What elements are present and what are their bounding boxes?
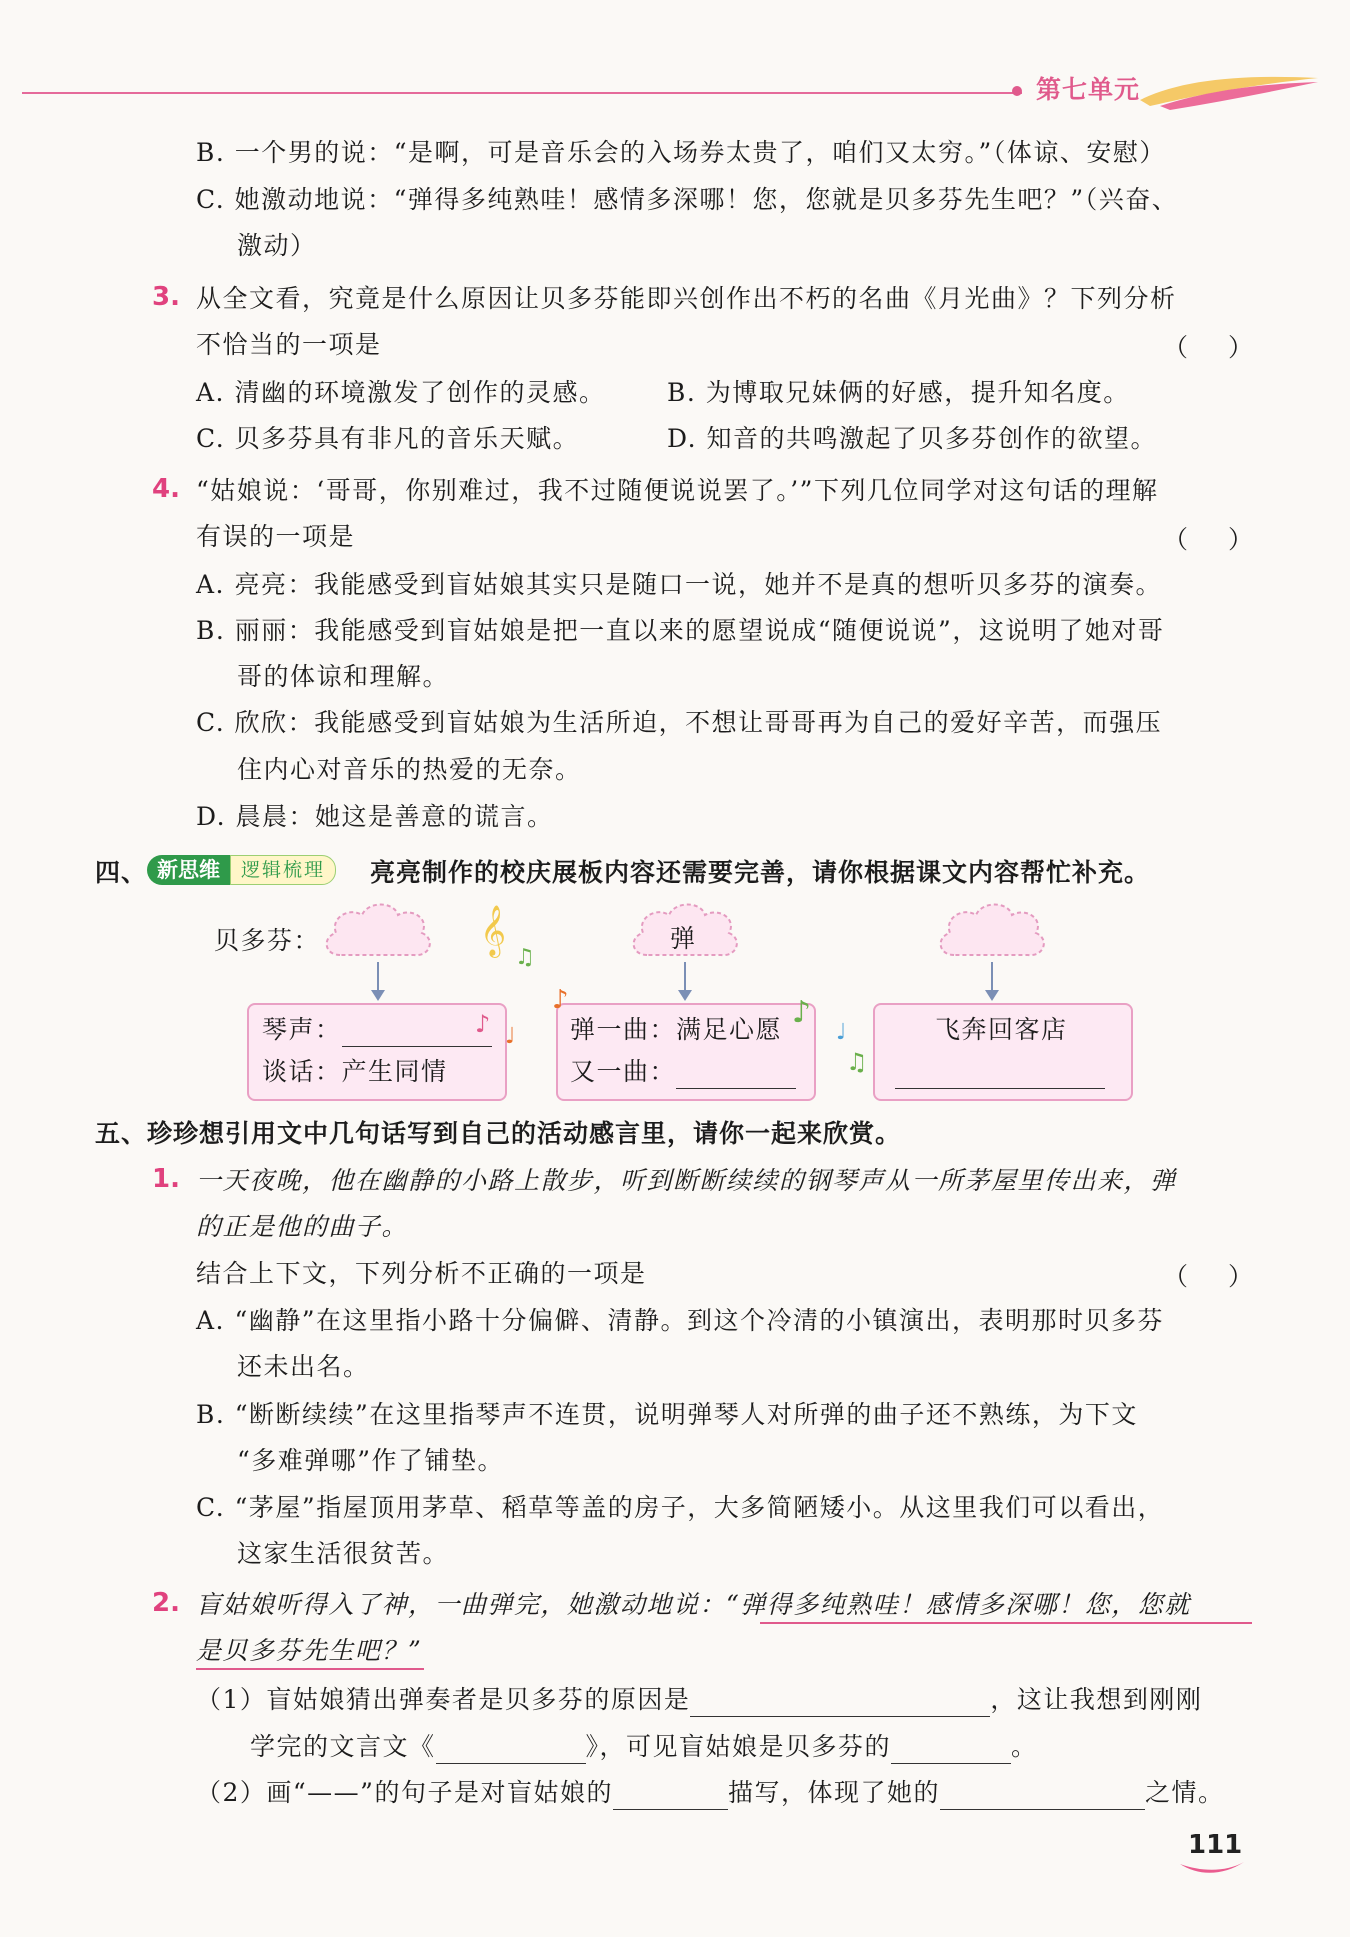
reason-blank[interactable] (690, 1716, 990, 1717)
s5-q1-answer-paren[interactable]: （） (1163, 1262, 1294, 1291)
box-1-line2: 谈话：产生同情 (262, 1057, 448, 1086)
box-2-line1: 弹一曲：满足心愿 (570, 1015, 783, 1044)
section4-tag (147, 854, 336, 886)
q4-option-b: B. 丽丽：我能感受到盲姑娘是把一直以来的愿望说成“随便说说”，这说明了她对哥 (196, 616, 1165, 645)
tag-new-thinking: 新思维 (147, 855, 230, 885)
emotion-blank[interactable] (940, 1809, 1145, 1810)
arrow-3-head (985, 990, 999, 1001)
cloud-1[interactable] (318, 895, 438, 967)
unit-title: 第七单元 (1036, 75, 1141, 104)
s5-q2-part2: （2）画“——”的句子是对盲姑娘的 描写，体现了她的 之情。 (196, 1776, 1225, 1810)
arrow-2-head (678, 990, 692, 1001)
arrow-1 (377, 962, 379, 992)
arrow-3 (991, 962, 993, 992)
q3-option-b: B. 为博取兄妹俩的好感，提升知名度。 (667, 378, 1130, 407)
s5-q1-option-a: A. “幽静”在这里指小路十分偏僻、清静。到这个冷清的小镇演出，表明那时贝多芬 (196, 1306, 1165, 1335)
cloud-3[interactable] (932, 895, 1052, 967)
description-type-blank[interactable] (613, 1809, 728, 1810)
section4-instruction: 亮亮制作的校庆展板内容还需要完善，请你根据课文内容帮忙补充。 (370, 858, 1151, 887)
quote-underline (196, 1668, 424, 1670)
q3-stem: 从全文看，究竟是什么原因让贝多芬能即兴创作出不朽的名曲《月光曲》？下列分析 (196, 284, 1177, 313)
q4-option-c: C. 欣欣：我能感受到盲姑娘为生活所迫，不想让哥哥再为自己的爱好辛苦，而强压 (196, 708, 1163, 737)
diagram-subject: 贝多芬： (214, 926, 321, 955)
s5-q1-option-b: B. “断断续续”在这里指琴声不连贯，说明弹琴人对所弹的曲子还不熟练，为下文 (196, 1400, 1138, 1429)
music-note-icon: ♫ (846, 1048, 868, 1076)
music-note-icon: ♪ (475, 1010, 491, 1038)
arrow-1-head (371, 990, 385, 1001)
q4-option-d: D. 晨晨：她这是善意的谎言。 (196, 802, 554, 831)
music-note-icon: ♩ (836, 1020, 847, 1045)
s5-q2-quote-cont: 是贝多芬先生吧？” (196, 1636, 423, 1665)
s5-q2-part1-cont: 学完的文言文《 》，可见盲姑娘是贝多芬的 。 (250, 1730, 1038, 1764)
header-rule (22, 92, 1022, 94)
q4-option-c-cont: 住内心对音乐的热爱的无奈。 (237, 755, 582, 784)
s5-q2-quote: 盲姑娘听得入了神，一曲弹完，她激动地说：“弹得多纯熟哇！感情多深哪！您，您就 (196, 1590, 1191, 1619)
page-number: 111 (1188, 1830, 1243, 1860)
q4-number: 4. (152, 474, 180, 504)
box-3-line1: 飞奔回客店 (935, 1015, 1068, 1044)
box-1-line1: 琴声： (262, 1013, 492, 1047)
music-note-icon: ♪ (792, 995, 812, 1030)
q4-option-a: A. 亮亮：我能感受到盲姑娘其实只是随口一说，她并不是真的想听贝多芬的演奏。 (196, 570, 1162, 599)
q4-stem-cont: 有误的一项是 (196, 522, 356, 551)
treble-clef-icon: 𝄞 (480, 905, 507, 956)
s5-q1-option-a-cont: 还未出名。 (237, 1352, 370, 1381)
prev-option-c-cont: 激动） (237, 231, 317, 260)
s5-q1-prompt: 结合上下文，下列分析不正确的一项是 (196, 1259, 647, 1288)
s5-q1-number: 1. (152, 1164, 180, 1194)
q3-option-a: A. 清幽的环境激发了创作的灵感。 (196, 378, 606, 407)
s5-q1-quote-cont: 的正是他的曲子。 (196, 1212, 409, 1241)
page-swoosh-icon (1178, 1858, 1248, 1878)
header-swoosh-icon (1140, 72, 1320, 112)
s5-q1-option-b-cont: “多难弹哪”作了铺垫。 (237, 1446, 505, 1475)
tag-logic: 逻辑梳理 (230, 855, 336, 885)
quote-underline (760, 1622, 1252, 1624)
header-dot-icon (1012, 86, 1022, 96)
q3-option-c: C. 贝多芬具有非凡的音乐天赋。 (196, 424, 580, 453)
s5-q2-number: 2. (152, 1588, 180, 1618)
s5-q2-part1: （1）盲姑娘猜出弹奏者是贝多芬的原因是 ，这让我想到刚刚 (196, 1683, 1202, 1717)
cloud-2-label: 弹 (670, 924, 697, 953)
q3-answer-paren[interactable]: （） (1163, 333, 1294, 362)
section4-label: 四、 (95, 858, 148, 887)
q4-answer-paren[interactable]: （） (1163, 525, 1294, 554)
prev-option-c: C. 她激动地说：“弹得多纯熟哇！感情多深哪！您，您就是贝多芬先生吧？”（兴奋、 (196, 185, 1179, 214)
music-note-icon: ♩ (505, 1024, 516, 1049)
box-2-blank[interactable] (676, 1088, 796, 1089)
relation-blank[interactable] (891, 1763, 1011, 1764)
q3-stem-cont: 不恰当的一项是 (196, 330, 382, 359)
music-note-icon: ♫ (515, 945, 535, 970)
box-2-line2: 又一曲： (570, 1055, 796, 1089)
prev-option-b: B. 一个男的说：“是啊，可是音乐会的入场券太贵了，咱们又太穷。”（体谅、安慰） (196, 138, 1166, 167)
box-1-blank[interactable] (342, 1046, 492, 1047)
q3-number: 3. (152, 282, 180, 312)
s5-q1-option-c: C. “茅屋”指屋顶用茅草、稻草等盖的房子，大多简陋矮小。从这里我们可以看出， (196, 1493, 1165, 1522)
q4-stem: “姑娘说：‘哥哥，你别难过，我不过随便说说罢了。’”下列几位同学对这句话的理解 (196, 476, 1159, 505)
q3-option-d: D. 知音的共鸣激起了贝多芬创作的欲望。 (667, 424, 1158, 453)
arrow-2 (684, 962, 686, 992)
box-3-blank[interactable] (895, 1088, 1105, 1089)
text-title-blank[interactable] (436, 1763, 586, 1764)
box-3-line2 (895, 1055, 1105, 1089)
section5-instruction: 五、珍珍想引用文中几句话写到自己的活动感言里，请你一起来欣赏。 (95, 1119, 902, 1148)
s5-q1-option-c-cont: 这家生活很贫苦。 (237, 1539, 450, 1568)
q4-option-b-cont: 哥的体谅和理解。 (237, 662, 450, 691)
music-note-icon: ♪ (552, 985, 569, 1015)
s5-q1-quote: 一天夜晚，他在幽静的小路上散步，听到断断续续的钢琴声从一所茅屋里传出来，弹 (196, 1166, 1177, 1195)
